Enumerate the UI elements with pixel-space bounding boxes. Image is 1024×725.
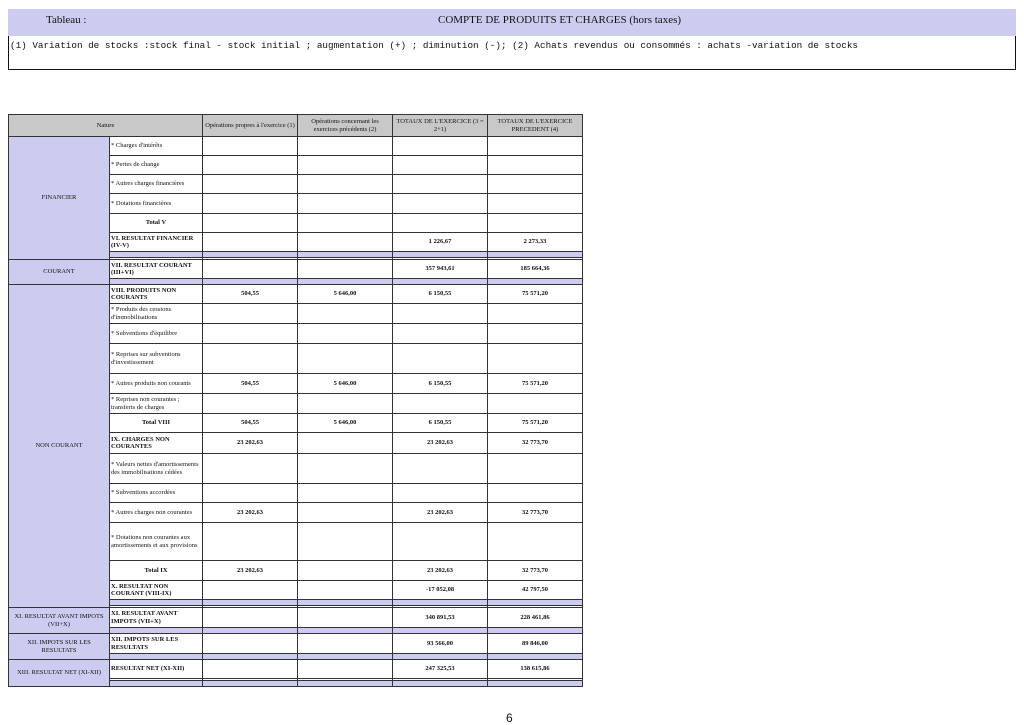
row-label: * Autres charges non courantes <box>110 503 203 523</box>
group-impots: XII. IMPOTS SUR LES RESULTATS <box>9 634 110 660</box>
row-label: * Autres charges financières <box>110 175 203 194</box>
value-cell: 23 202,63 <box>203 561 298 581</box>
row-label: VIII. PRODUITS NON COURANTS <box>110 285 203 304</box>
header-col1: Opérations propres à l'exercice (1) <box>203 115 298 137</box>
value-cell: 2 273,33 <box>488 233 583 252</box>
row-label: * Produits des cessions d'immobilisations <box>110 304 203 324</box>
document-title: COMPTE DE PRODUITS ET CHARGES (hors taxes) <box>438 14 682 26</box>
table-row <box>9 608 583 628</box>
table-header-row <box>9 115 583 137</box>
value-cell: 504,55 <box>203 285 298 304</box>
table-header-bar <box>8 9 1016 36</box>
value-cell: 32 773,70 <box>488 503 583 523</box>
income-statement-table <box>8 114 583 687</box>
value-cell: 23 202,63 <box>393 503 488 523</box>
value-cell: 247 325,53 <box>393 660 488 679</box>
value-cell: 6 150,55 <box>393 285 488 304</box>
value-cell: 23 202,63 <box>203 503 298 523</box>
value-cell: 89 846,00 <box>488 634 583 654</box>
value-cell: 340 891,53 <box>393 608 488 628</box>
value-cell: 504,55 <box>203 414 298 433</box>
header-col4: TOTAUX DE L'EXERCICE PRECEDENT (4) <box>488 115 583 137</box>
value-cell: 32 773,70 <box>488 561 583 581</box>
row-label: Total V <box>110 214 203 233</box>
value-cell: 5 646,00 <box>298 414 393 433</box>
table-row <box>9 285 583 304</box>
row-label: RESULTAT NET (XI-XII) <box>110 660 203 679</box>
row-label: * Dotations financières <box>110 194 203 214</box>
row-label: X. RESULTAT NON COURANT (VIII-IX) <box>110 581 203 600</box>
value-cell: 6 150,55 <box>393 374 488 394</box>
row-label: * Valeurs nettes d'amortissements des immobilisations cédées <box>110 454 203 484</box>
row-label: * Dotations non courantes aux amortissements et aux provisions <box>110 523 203 561</box>
row-label: VII. RESULTAT COURANT (III+VI) <box>110 260 203 279</box>
row-label: Total VIII <box>110 414 203 433</box>
header-col2: Opérations concernant les exercices précédents (2) <box>298 115 393 137</box>
table-row <box>9 634 583 654</box>
group-avant-impots: XI. RESULTAT AVANT IMPOTS (VII+X) <box>9 608 110 634</box>
value-cell: 75 571,20 <box>488 374 583 394</box>
row-label: * Autres produits non courants <box>110 374 203 394</box>
row-label: * Subventions accordées <box>110 484 203 503</box>
value-cell: 1 226,67 <box>393 233 488 252</box>
value-cell: 6 150,55 <box>393 414 488 433</box>
row-label: XI. RESULTAT AVANT IMPOTS (VII+X) <box>110 608 203 628</box>
value-cell: 5 646,00 <box>298 285 393 304</box>
row-label: XII. IMPOTS SUR LES RESULTATS <box>110 634 203 654</box>
table-row <box>9 260 583 279</box>
group-financier: FINANCIER <box>9 137 110 260</box>
value-cell: 75 571,20 <box>488 414 583 433</box>
value-cell: 93 566,00 <box>393 634 488 654</box>
value-cell: 138 615,86 <box>488 660 583 679</box>
row-label: * Reprises non courantes ; transferts de charges <box>110 394 203 414</box>
value-cell: 75 571,20 <box>488 285 583 304</box>
page-number: 6 <box>506 711 513 725</box>
value-cell: 357 943,61 <box>393 260 488 279</box>
value-cell: -17 052,08 <box>393 581 488 600</box>
table-row <box>9 137 583 156</box>
table-label: Tableau : <box>46 14 87 26</box>
value-cell: 185 664,36 <box>488 260 583 279</box>
footnote-text: (1) Variation de stocks :stock final - stock initial ; augmentation (+) ; diminution (-); (2) Achats revendus ou consommés : achats -variation de stocks <box>10 40 859 51</box>
group-courant: COURANT <box>9 260 110 285</box>
row-label: Total IX <box>110 561 203 581</box>
row-label: * Reprises sur subventions d'investissement <box>110 344 203 374</box>
value-cell: 23 202,63 <box>393 561 488 581</box>
header-col3: TOTAUX DE L'EXERCICE (3 = 2+1) <box>393 115 488 137</box>
row-label: * Charges d'intérêts <box>110 137 203 156</box>
value-cell: 504,55 <box>203 374 298 394</box>
row-label: IX. CHARGES NON COURANTES <box>110 433 203 454</box>
value-cell: 5 646,00 <box>298 374 393 394</box>
group-net: XIII. RESULTAT NET (XI-XII) <box>9 660 110 687</box>
row-label: VI. RESULTAT FINANCIER (IV-V) <box>110 233 203 252</box>
value-cell: 42 797,50 <box>488 581 583 600</box>
group-non-courant: NON COURANT <box>9 285 110 608</box>
row-label: * Pertes de change <box>110 156 203 175</box>
row-label: * Subventions d'équilibre <box>110 324 203 344</box>
value-cell: 23 202,63 <box>393 433 488 454</box>
value-cell: 32 773,70 <box>488 433 583 454</box>
value-cell: 23 202,63 <box>203 433 298 454</box>
table-row <box>9 660 583 679</box>
footnote-box <box>8 36 1016 70</box>
value-cell: 228 461,86 <box>488 608 583 628</box>
header-nature: Nature <box>9 115 203 137</box>
